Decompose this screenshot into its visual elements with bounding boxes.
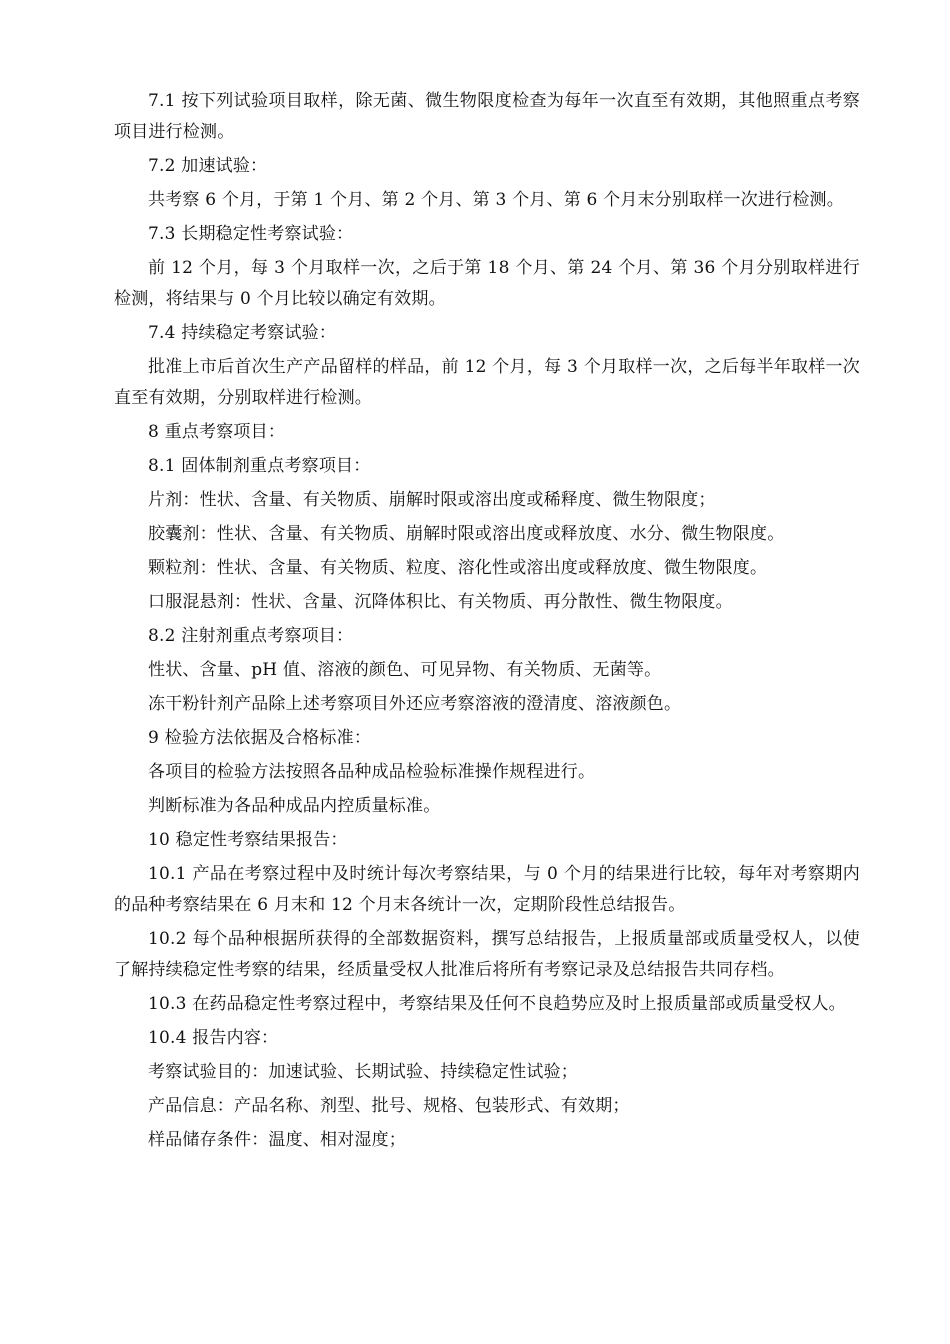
paragraph-test-methods: 各项目的检验方法按照各品种成品检验标准操作规程进行。 bbox=[148, 762, 596, 782]
paragraph-10-1: 10.1 产品在考察过程中及时统计每次考察结果，与 0 个月的结果进行比较，每年对考察期内的品种考察结果在 6 月末和 12 个月末各统计一次，定期阶段性总结报告。 bbox=[114, 864, 860, 915]
list-item-product-info: 产品信息：产品名称、剂型、批号、规格、包装形式、有效期； bbox=[148, 1096, 630, 1116]
list-item-granule: 颗粒剂：性状、含量、有关物质、粒度、溶化性或溶出度或释放度、微生物限度。 bbox=[148, 558, 768, 578]
paragraph-long-term-test: 前 12 个月，每 3 个月取样一次，之后于第 18 个月、第 24 个月、第 36 个月分别取样进行检测，将结果与 0 个月比较以确定有效期。 bbox=[114, 258, 860, 309]
paragraph-10-3: 10.3 在药品稳定性考察过程中，考察结果及任何不良趋势应及时上报质量部或质量受权人。 bbox=[148, 994, 846, 1014]
heading-10-4: 10.4 报告内容： bbox=[148, 1028, 279, 1048]
paragraph-10-2: 10.2 每个品种根据所获得的全部数据资料，撰写总结报告，上报质量部或质量受权人，以使了解持续稳定性考察的结果，经质量受权人批准后将所有考察记录及总结报告共同存档。 bbox=[114, 929, 860, 980]
heading-7-3: 7.3 长期稳定性考察试验： bbox=[148, 224, 354, 244]
paragraph-7-1: 7.1 按下列试验项目取样，除无菌、微生物限度检查为每年一次直至有效期，其他照重点考察项目进行检测。 bbox=[114, 91, 860, 142]
heading-8-2: 8.2 注射剂重点考察项目： bbox=[148, 626, 354, 646]
list-item-oral-suspension: 口服混悬剂：性状、含量、沉降体积比、有关物质、再分散性、微生物限度。 bbox=[148, 592, 733, 612]
paragraph-ongoing-test: 批准上市后首次生产产品留样的样品，前 12 个月，每 3 个月取样一次，之后每半年取样一次直至有效期，分别取样进行检测。 bbox=[114, 357, 860, 408]
list-item-test-purpose: 考察试验目的：加速试验、长期试验、持续稳定性试验； bbox=[148, 1062, 578, 1082]
paragraph-lyophilized-items: 冻干粉针剂产品除上述考察项目外还应考察溶液的澄清度、溶液颜色。 bbox=[148, 694, 682, 714]
paragraph-accelerated-test: 共考察 6 个月，于第 1 个月、第 2 个月、第 3 个月、第 6 个月末分别取样一次进行检测。 bbox=[148, 190, 844, 210]
paragraph-judgement-standard: 判断标准为各品种成品内控质量标准。 bbox=[148, 796, 441, 816]
heading-8-1: 8.1 固体制剂重点考察项目： bbox=[148, 456, 371, 476]
heading-9: 9 检验方法依据及合格标准： bbox=[148, 728, 372, 748]
heading-10: 10 稳定性考察结果报告： bbox=[148, 830, 348, 850]
heading-7-2: 7.2 加速试验： bbox=[148, 156, 268, 176]
list-item-tablet: 片剂：性状、含量、有关物质、崩解时限或溶出度或稀释度、微生物限度； bbox=[148, 490, 716, 510]
paragraph-injection-items: 性状、含量、pH 值、溶液的颜色、可见异物、有关物质、无菌等。 bbox=[148, 660, 662, 680]
heading-7-4: 7.4 持续稳定考察试验： bbox=[148, 323, 337, 343]
document-page bbox=[114, 86, 860, 1159]
list-item-storage-conditions: 样品储存条件：温度、相对湿度； bbox=[148, 1130, 406, 1150]
list-item-capsule: 胶囊剂：性状、含量、有关物质、崩解时限或溶出度或释放度、水分、微生物限度。 bbox=[148, 524, 785, 544]
heading-8: 8 重点考察项目： bbox=[148, 422, 286, 442]
